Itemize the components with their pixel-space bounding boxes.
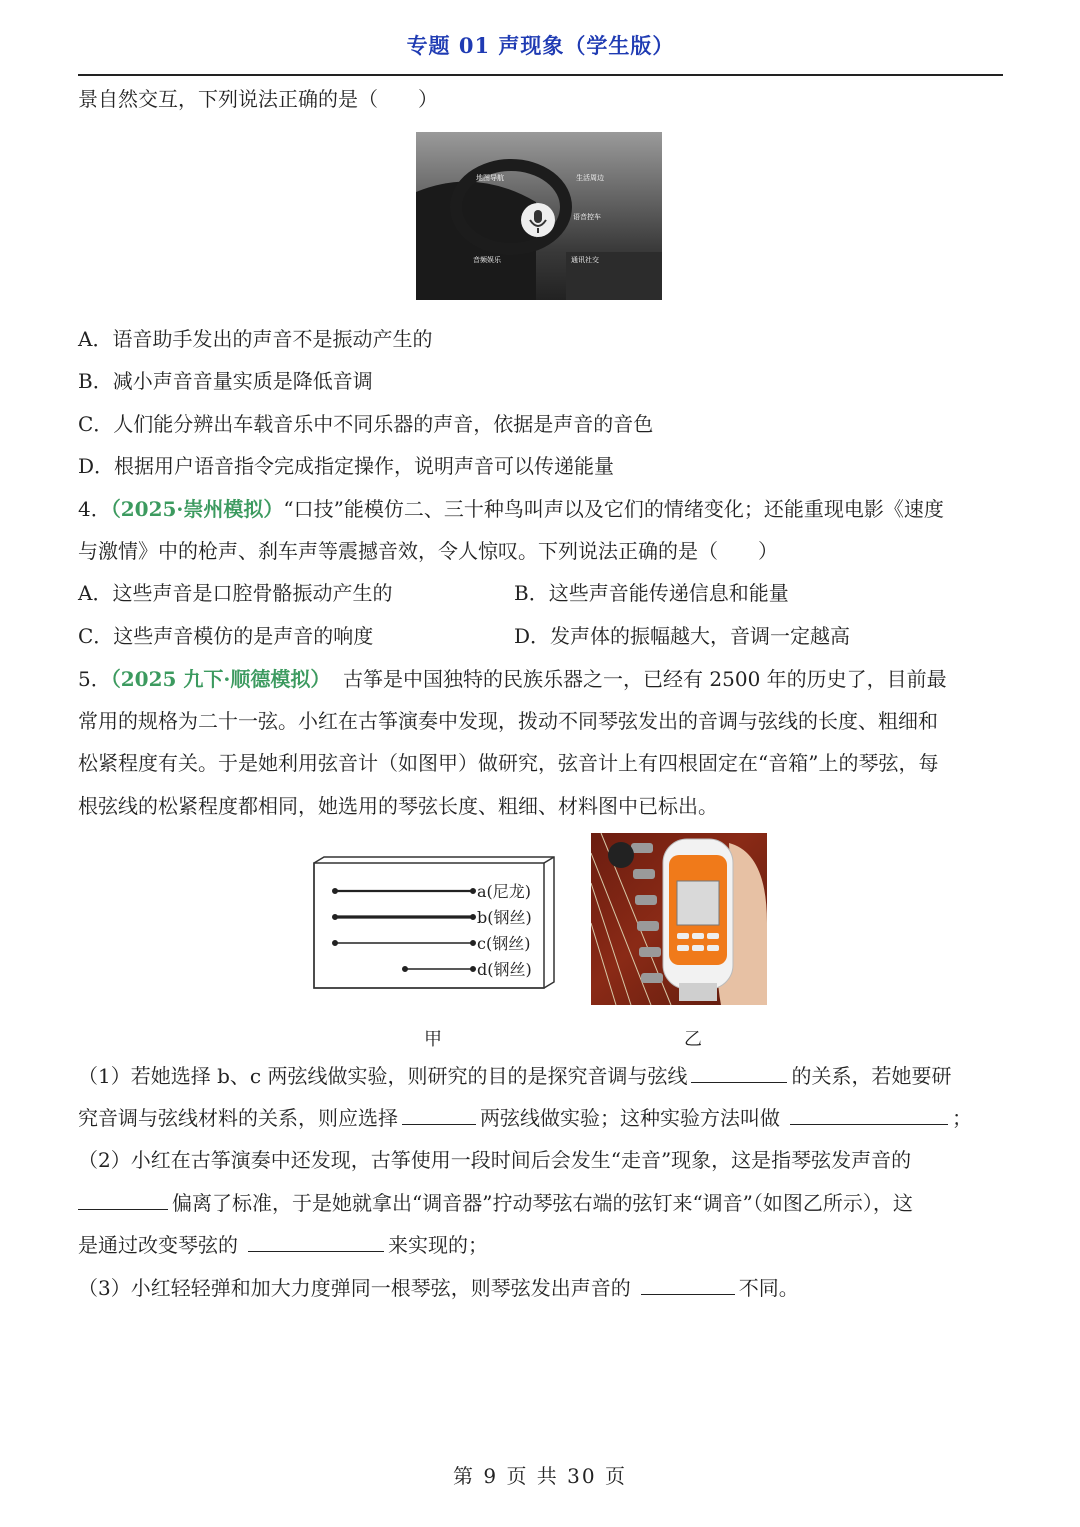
header-title: 专题 01 声现象（学生版） bbox=[406, 33, 675, 58]
q4-option-b: B．这些声音能传递信息和能量 bbox=[514, 581, 789, 605]
string-a-label: a(尼龙) bbox=[477, 882, 532, 901]
string-meter-diagram bbox=[310, 855, 560, 995]
q3-option-b: B．减小声音音量实质是降低音调 bbox=[78, 369, 373, 393]
q5-p2-line2: 偏离了标准，于是她就拿出“调音器”拧动琴弦右端的弦钉来“调音”（如图乙所示），这 bbox=[78, 1187, 1008, 1218]
blank-4[interactable] bbox=[78, 1187, 168, 1210]
caption-yi: 乙 bbox=[684, 1029, 702, 1050]
blank-1[interactable] bbox=[691, 1060, 787, 1083]
blank-2[interactable] bbox=[402, 1102, 476, 1125]
blank-5[interactable] bbox=[248, 1229, 384, 1252]
tuner-photo bbox=[591, 833, 767, 1005]
q3-option-d: D．根据用户语音指令完成指定操作，说明声音可以传递能量 bbox=[78, 454, 615, 478]
label-social: 通讯社交 bbox=[571, 256, 599, 264]
q5-p2-line1: （2）小红在古筝演奏中还发现，古筝使用一段时间后会发生“走音”现象，这是指琴弦发声音的 bbox=[78, 1148, 912, 1172]
car-photo-graphic bbox=[416, 132, 662, 300]
blank-3[interactable] bbox=[790, 1102, 948, 1125]
q3-option-a: A．语音助手发出的声音不是振动产生的 bbox=[78, 327, 433, 351]
tuner-screen bbox=[677, 881, 719, 925]
label-audio: 音频娱乐 bbox=[473, 256, 501, 264]
q5-p1-line2: 究音调与弦线材料的关系，则应选择 两弦线做实验；这种实验方法叫做 ； bbox=[78, 1102, 1008, 1133]
label-map-nav: 地图导航 bbox=[476, 174, 504, 182]
page-header bbox=[78, 30, 1003, 76]
q4-options-row1 bbox=[78, 578, 1008, 608]
q3-option-c: C．人们能分辨出车载音乐中不同乐器的声音，依据是声音的音色 bbox=[78, 412, 654, 436]
q5-line1: 5．（2025 九下·顺德模拟） 古筝是中国独特的民族乐器之一，已经有 2500 年的历史了，目前最 bbox=[78, 667, 947, 691]
label-voice-control: 语音控车 bbox=[573, 213, 601, 221]
q4-option-a: A．这些声音是口腔骨骼振动产生的 bbox=[78, 581, 393, 605]
q5-line3: 松紧程度有关。于是她利用弦音计（如图甲）做研究，弦音计上有四根固定在“音箱”上的琴弦，每 bbox=[78, 751, 939, 775]
q5-p1-line1: （1）若她选择 b、c 两弦线做实验，则研究的目的是探究音调与弦线 的关系，若她要研 bbox=[78, 1060, 1008, 1091]
tuning-pin-icon bbox=[608, 842, 634, 868]
string-d-label: d(钢丝) bbox=[477, 960, 532, 979]
q4-line1: 4．（2025·崇州模拟）“口技”能模仿二、三十种鸟叫声以及它们的情绪变化；还能重现电影《速度 bbox=[78, 497, 944, 521]
q5-number: 5． bbox=[78, 667, 111, 691]
car-voice-assistant-photo bbox=[416, 132, 662, 300]
string-c-label: c(钢丝) bbox=[477, 934, 531, 953]
tuner-graphic bbox=[591, 833, 767, 1005]
q4-source-tag: （2025·崇州模拟） bbox=[110, 497, 284, 521]
blank-6[interactable] bbox=[641, 1272, 735, 1295]
q5-p3-line: （3）小红轻轻弹和加大力度弹同一根琴弦，则琴弦发出声音的 不同。 bbox=[78, 1272, 1008, 1303]
q4-options-row2 bbox=[78, 621, 1008, 651]
q5-p2-line3: 是通过改变琴弦的 来实现的； bbox=[78, 1229, 1008, 1260]
caption-jia: 甲 bbox=[424, 1029, 442, 1050]
string-b-label: b(钢丝) bbox=[477, 908, 532, 927]
q5-line2: 常用的规格为二十一弦。小红在古筝演奏中发现，拨动不同琴弦发出的音调与弦线的长度、粗细和 bbox=[78, 709, 938, 733]
q5-source-tag: （2025 九下·顺德模拟） bbox=[110, 667, 331, 691]
q5-line4: 根弦线的松紧程度都相同，她选用的琴弦长度、粗细、材料图中已标出。 bbox=[78, 794, 718, 818]
q4-option-c: C．这些声音模仿的是声音的响度 bbox=[78, 624, 374, 648]
q4-option-d: D．发声体的振幅越大，音调一定越高 bbox=[514, 624, 851, 648]
label-life: 生活周边 bbox=[576, 174, 604, 182]
q4-number: 4． bbox=[78, 497, 111, 521]
q3-stem-tail: 景自然交互，下列说法正确的是（ ） bbox=[78, 87, 438, 111]
q4-line2: 与激情》中的枪声、刹车声等震撼音效，令人惊叹。下列说法正确的是（ ） bbox=[78, 539, 778, 563]
page-footer: 第 9 页 共 30 页 bbox=[453, 1464, 627, 1488]
